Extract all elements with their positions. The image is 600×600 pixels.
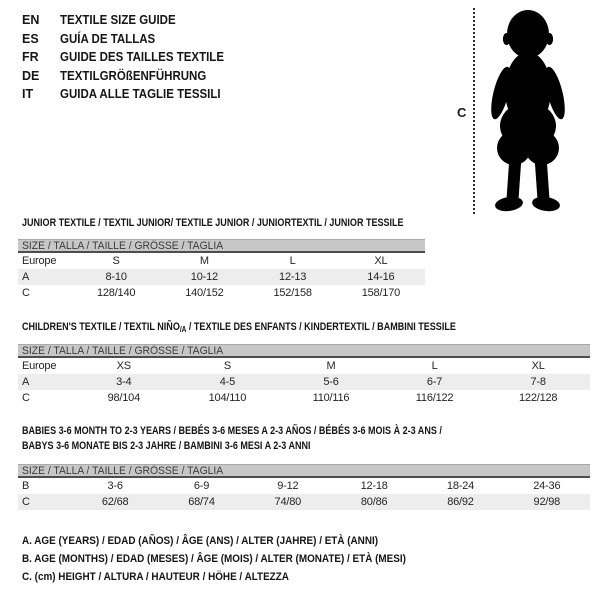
height-cell: 152/158 (273, 287, 312, 299)
size-header-text: SIZE / TALLA / TAILLE / GRÖSSE / TAGLIA (22, 345, 224, 357)
height-cell: 110/116 (312, 392, 350, 404)
height-cell: 74/80 (274, 496, 302, 508)
table-row-height (18, 285, 425, 301)
section-title-children (22, 320, 551, 337)
row-label: C (22, 496, 30, 508)
months-cell: 12-18 (360, 480, 388, 492)
table-row-months (18, 478, 590, 494)
language-row-en (22, 11, 238, 30)
language-row-de (22, 67, 238, 86)
language-label: TEXTILE SIZE GUIDE (60, 13, 176, 28)
months-cell: 24-36 (533, 480, 561, 492)
row-label: A (22, 376, 30, 388)
children-title-prefix: CHILDREN'S TEXTILE / TEXTIL NIÑO (22, 321, 180, 333)
language-row-fr (22, 48, 238, 67)
age-cell: 6-7 (426, 376, 443, 388)
size-cell: L (431, 360, 438, 372)
table-row-age (18, 269, 425, 285)
height-cell: 128/140 (96, 287, 136, 299)
legend-line-age-years: A. AGE (YEARS) / EDAD (AÑOS) / ÂGE (ANS) / ALTER (JAHRE) / ETÀ (ANNI) (22, 535, 379, 547)
language-code: EN (22, 13, 40, 28)
months-cell: 3-6 (107, 480, 123, 492)
size-header-text: SIZE / TALLA / TAILLE / GRÖSSE / TAGLIA (22, 240, 224, 252)
babies-size-table (18, 464, 590, 510)
age-cell: 8-10 (105, 271, 127, 283)
babies-title-line2: BABYS 3-6 MONATE BIS 2-3 JAHRE / BAMBINI 3-6 MESI A 2-3 ANNI (22, 440, 311, 452)
size-table-header (18, 239, 425, 253)
age-cell: 10-12 (190, 271, 218, 283)
babies-title-line1: BABIES 3-6 MONTH TO 2-3 YEARS / BEBÉS 3-6 MESES A 2-3 AÑOS / BÉBÉS 3-6 MOIS À 2-3 ANS / (22, 425, 442, 437)
section-title-babies (22, 424, 534, 454)
legend-line-height: C. (cm) HEIGHT / ALTURA / HAUTEUR / HÖHE / ALTEZZA (22, 571, 289, 583)
size-cell: S (223, 360, 231, 372)
legend (22, 532, 449, 586)
language-code: ES (22, 31, 39, 46)
height-cell: 140/152 (185, 287, 224, 299)
row-label: C (22, 287, 30, 299)
size-cell: M (199, 255, 209, 267)
age-cell: 14-16 (367, 271, 395, 283)
size-cell: XL (374, 255, 388, 267)
age-cell: 12-13 (279, 271, 307, 283)
language-code: FR (22, 50, 39, 65)
size-cell: S (112, 255, 120, 267)
row-label: Europe (22, 360, 57, 372)
junior-size-table (18, 239, 425, 301)
size-table-header (18, 344, 590, 358)
table-row-height (18, 390, 590, 406)
children-size-table (18, 344, 590, 406)
age-cell: 7-8 (530, 376, 546, 388)
section-title-junior (22, 216, 487, 231)
height-cell: 86/92 (447, 496, 474, 508)
children-title-subscript: /A (179, 325, 187, 334)
table-row-europe (18, 253, 425, 269)
height-measure-label: C (457, 105, 467, 120)
height-cell: 116/122 (415, 392, 454, 404)
section-title-children-text (22, 320, 456, 337)
months-cell: 18-24 (446, 480, 475, 492)
height-cell: 98/104 (107, 392, 141, 404)
legend-line-age-months: B. AGE (MONTHS) / EDAD (MESES) / ÂGE (MOIS) / ALTER (MONATE) / ETÀ (MESI) (22, 553, 406, 565)
months-cell: 6-9 (193, 480, 210, 492)
language-code: IT (22, 87, 34, 102)
toddler-silhouette-icon (482, 8, 574, 214)
table-row-height (18, 494, 590, 510)
size-cell: XL (531, 360, 545, 372)
size-header-text: SIZE / TALLA / TAILLE / GRÖSSE / TAGLIA (22, 465, 224, 477)
size-cell: XS (116, 360, 131, 372)
row-label: B (22, 480, 30, 492)
height-cell: 68/74 (188, 496, 215, 508)
height-cell: 92/98 (533, 496, 561, 508)
row-label: A (22, 271, 30, 283)
age-cell: 4-5 (219, 376, 236, 388)
table-row-europe (18, 358, 590, 374)
row-label: Europe (22, 255, 57, 267)
height-cell: 122/128 (518, 392, 558, 404)
height-dotted-line (473, 8, 475, 214)
language-list (22, 11, 238, 104)
language-label: GUIDA ALLE TAGLIE TESSILI (60, 87, 221, 102)
size-cell: L (289, 255, 296, 267)
language-label: TEXTILGRÖßENFÜHRUNG (60, 68, 207, 83)
table-row-age (18, 374, 590, 390)
height-cell: 80/86 (360, 496, 388, 508)
language-label: GUÍA DE TALLAS (60, 31, 156, 46)
language-code: DE (22, 68, 40, 83)
children-title-suffix: / TEXTILE DES ENFANTS / KINDERTEXTIL / BAMBINI TESSILE (186, 321, 456, 333)
months-cell: 9-12 (277, 480, 299, 492)
height-cell: 158/170 (361, 287, 401, 299)
age-cell: 3-4 (116, 376, 132, 388)
height-cell: 104/110 (208, 392, 247, 404)
age-cell: 5-6 (323, 376, 339, 388)
section-title-junior-text: JUNIOR TEXTILE / TEXTIL JUNIOR/ TEXTILE JUNIOR / JUNIORTEXTIL / JUNIOR TESSILE (22, 217, 404, 229)
height-cell: 62/68 (101, 496, 129, 508)
size-table-header (18, 464, 590, 478)
size-cell: M (326, 360, 336, 372)
language-row-it (22, 85, 238, 104)
row-label: C (22, 392, 30, 404)
language-row-es (22, 30, 238, 49)
language-label: GUIDE DES TAILLES TEXTILE (60, 50, 225, 65)
